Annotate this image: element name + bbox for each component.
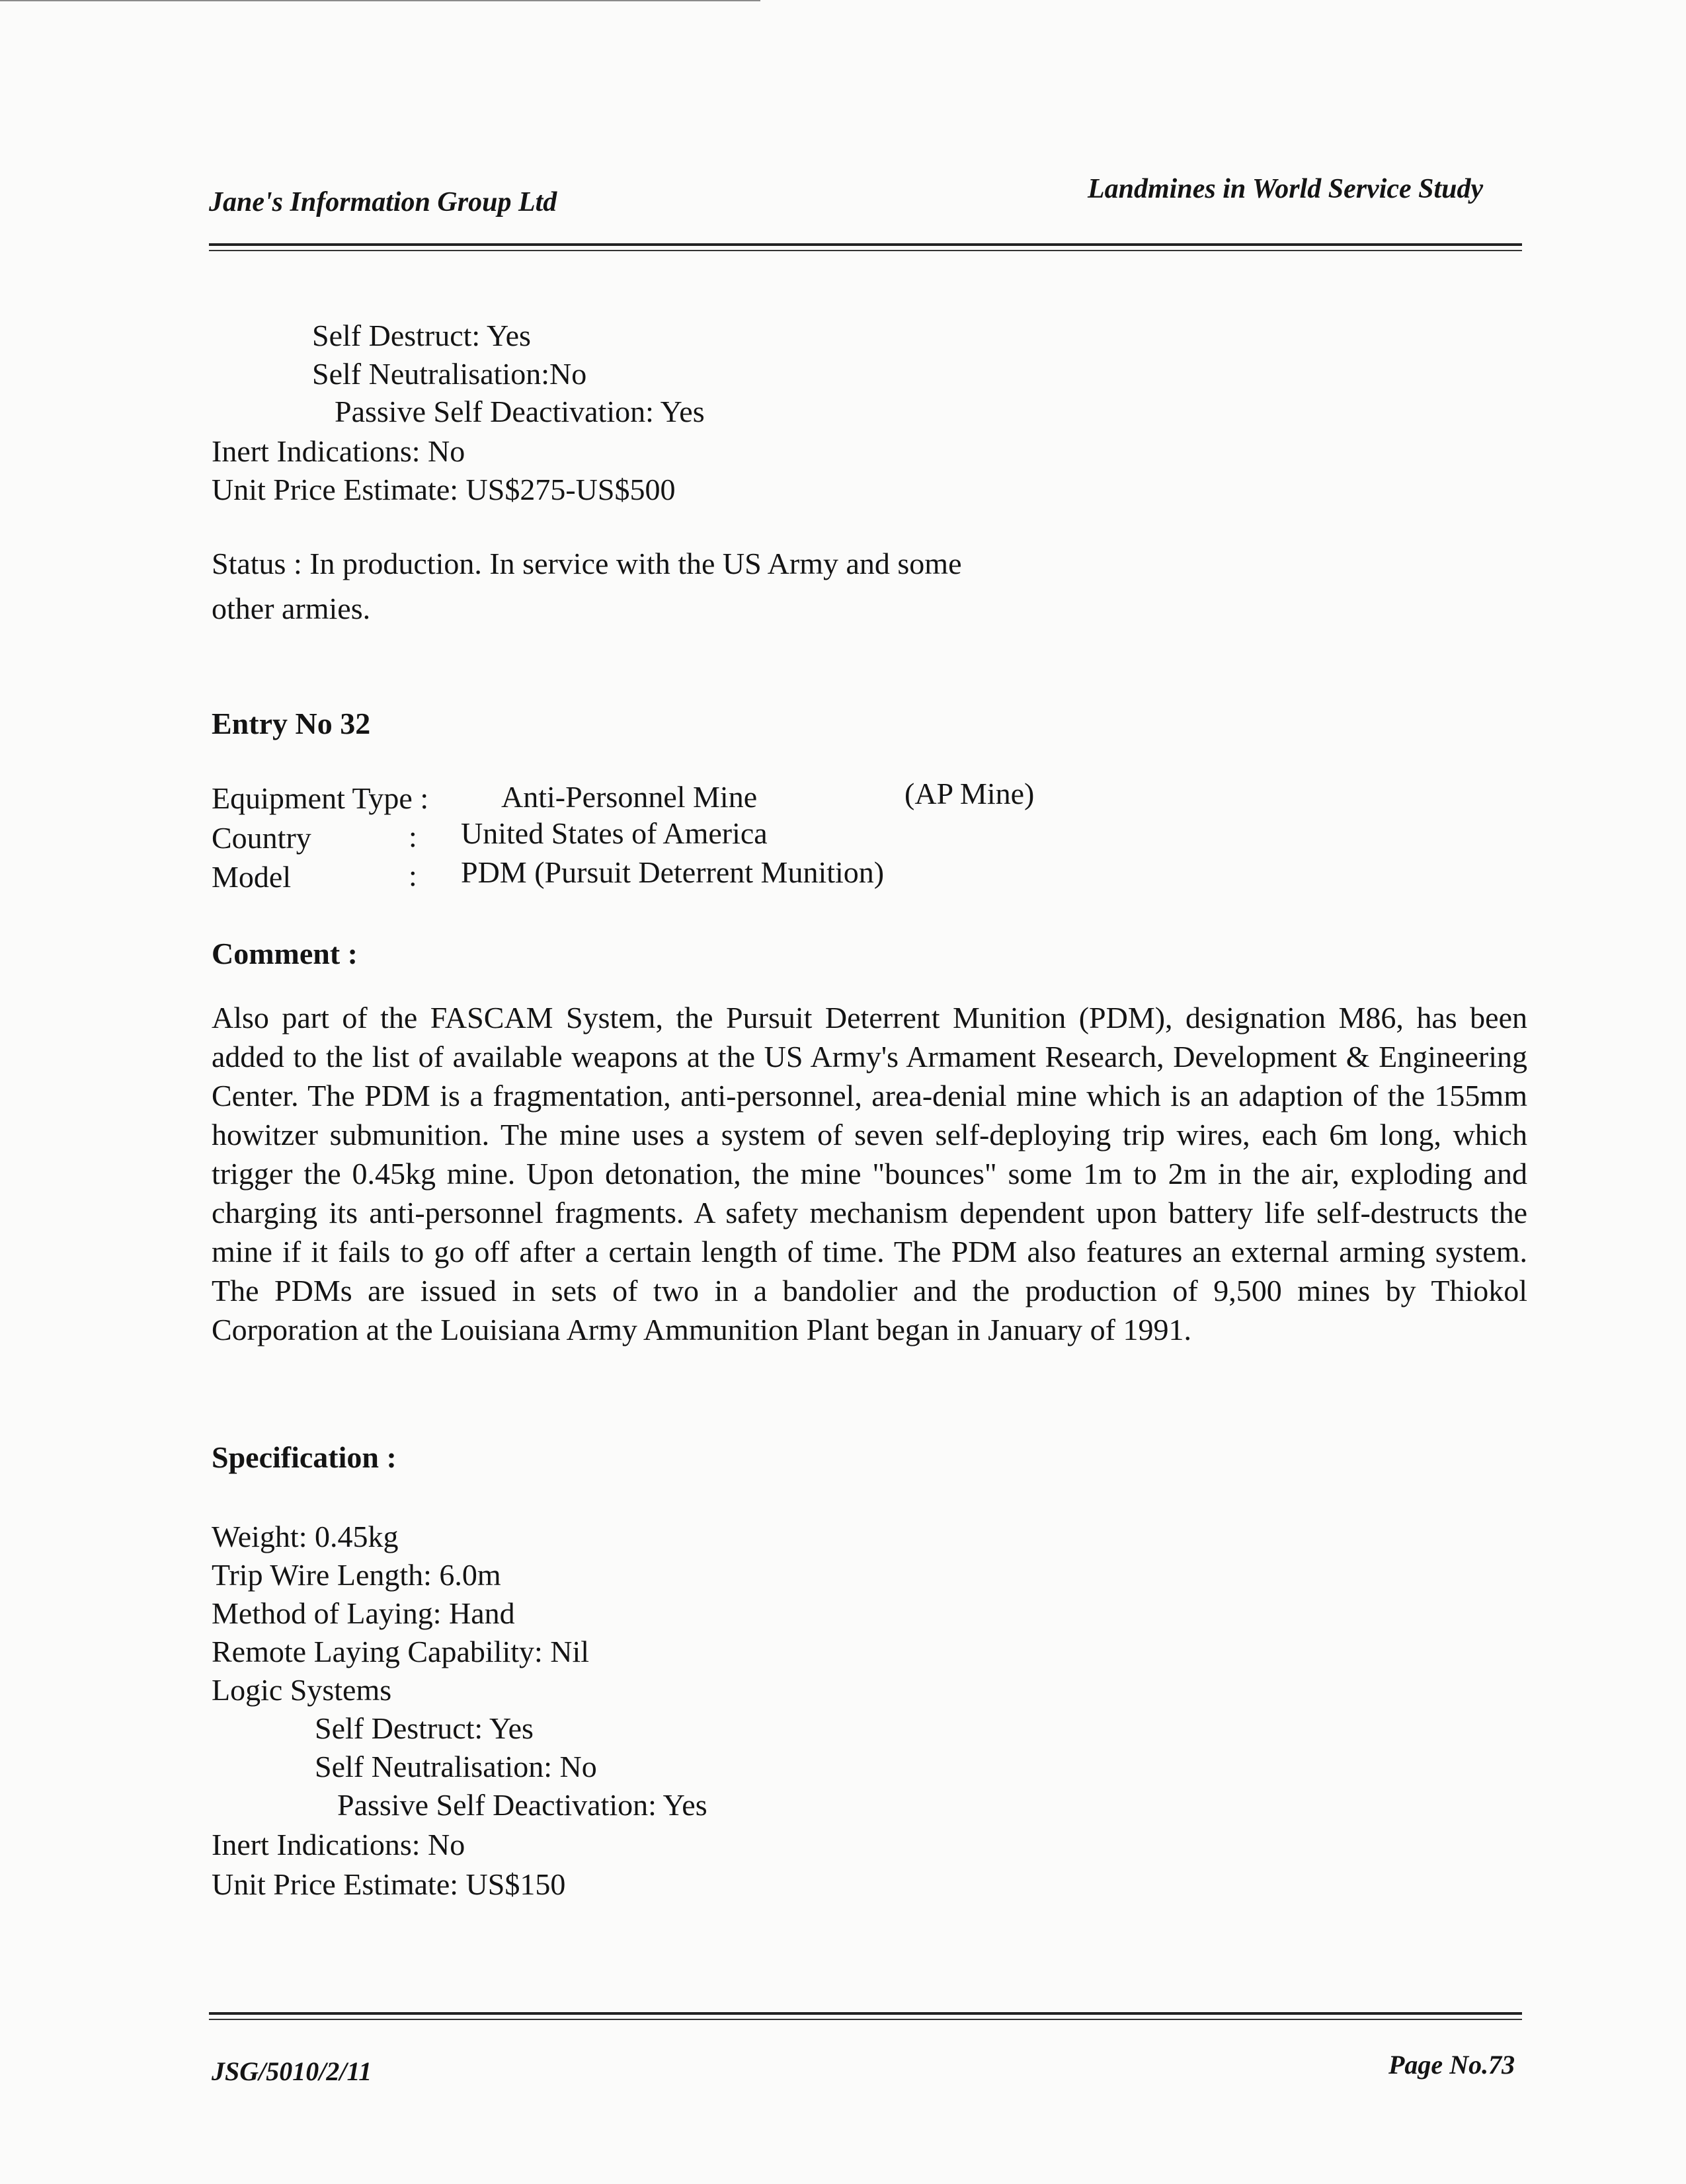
comment-paragraph: Also part of the FASCAM System, the Pursuit Deterrent Munition (PDM), designation M86, has been added to the list of available weapons at the US Army's Armament Research, Development & Engineering Center. The PDM is a fragmentation, anti-personnel, area-denial mine which is an adaption of the 155mm howitzer submunition. The mine uses a system of seven self-deploying trip wires, each 6m long, which trigger the 0.45kg mine. Upon detonation, the mine "bounces" some 1m to 2m in the air, exploding and charging its anti-personnel fragments. A safety mechanism dependent upon battery life self-destructs the mine if it fails to go off after a certain length of time. The PDM also features an external arming system. The PDMs are issued in sets of two in a bandolier and the production of 9,500 mines by Thiokol Corporation at the Louisiana Army Ammunition Plant began in January of 1991.: [212, 1001, 1527, 1346]
scan-edge: [0, 0, 760, 1]
prev-passive-self-deactivation: Passive Self Deactivation: Yes: [335, 395, 705, 428]
header-study-title: Landmines in World Service Study: [1088, 174, 1484, 204]
spec-unit-price: Unit Price Estimate: US$150: [212, 1867, 566, 1901]
prev-status-line-2: other armies.: [212, 592, 371, 625]
equipment-type-abbr: (AP Mine): [904, 777, 1035, 810]
header-rule-secondary: [209, 250, 1522, 251]
model-label: Model: [212, 860, 292, 894]
prev-self-destruct: Self Destruct: Yes: [312, 319, 531, 352]
footer-rule-secondary: [209, 2019, 1522, 2020]
prev-inert-indications: Inert Indications: No: [212, 434, 465, 468]
specification-heading: Specification :: [212, 1440, 397, 1474]
footer-page-number: Page No.73: [1388, 2050, 1515, 2080]
equipment-type-value: Anti-Personnel Mine: [501, 780, 758, 814]
footer-document-code: JSG/5010/2/11: [212, 2056, 372, 2086]
footer-rule: [209, 2012, 1522, 2015]
country-value: United States of America: [461, 816, 768, 850]
spec-self-neutralisation: Self Neutralisation: No: [315, 1750, 597, 1783]
header-rule: [209, 243, 1522, 246]
model-colon: :: [409, 859, 417, 892]
comment-heading: Comment :: [212, 937, 358, 970]
country-colon: :: [409, 820, 417, 853]
prev-unit-price: Unit Price Estimate: US$275-US$500: [212, 473, 676, 506]
spec-inert-indications: Inert Indications: No: [212, 1828, 465, 1861]
spec-passive-self-deactivation: Passive Self Deactivation: Yes: [337, 1788, 707, 1822]
prev-status-line-1: Status : In production. In service with the US Army and some: [212, 547, 962, 580]
entry-title: Entry No 32: [212, 707, 371, 740]
spec-weight: Weight: 0.45kg: [212, 1520, 399, 1553]
spec-self-destruct: Self Destruct: Yes: [315, 1711, 534, 1745]
model-value: PDM (Pursuit Deterrent Munition): [461, 855, 885, 889]
equipment-type-label: Equipment Type :: [212, 781, 429, 815]
spec-logic-systems: Logic Systems: [212, 1673, 392, 1707]
spec-method-of-laying: Method of Laying: Hand: [212, 1596, 515, 1630]
country-label: Country: [212, 821, 311, 855]
spec-remote-laying: Remote Laying Capability: Nil: [212, 1635, 590, 1668]
prev-self-neutralisation: Self Neutralisation:No: [312, 357, 587, 391]
header-publisher: Jane's Information Group Ltd: [209, 187, 557, 217]
spec-trip-wire-length: Trip Wire Length: 6.0m: [212, 1558, 501, 1592]
